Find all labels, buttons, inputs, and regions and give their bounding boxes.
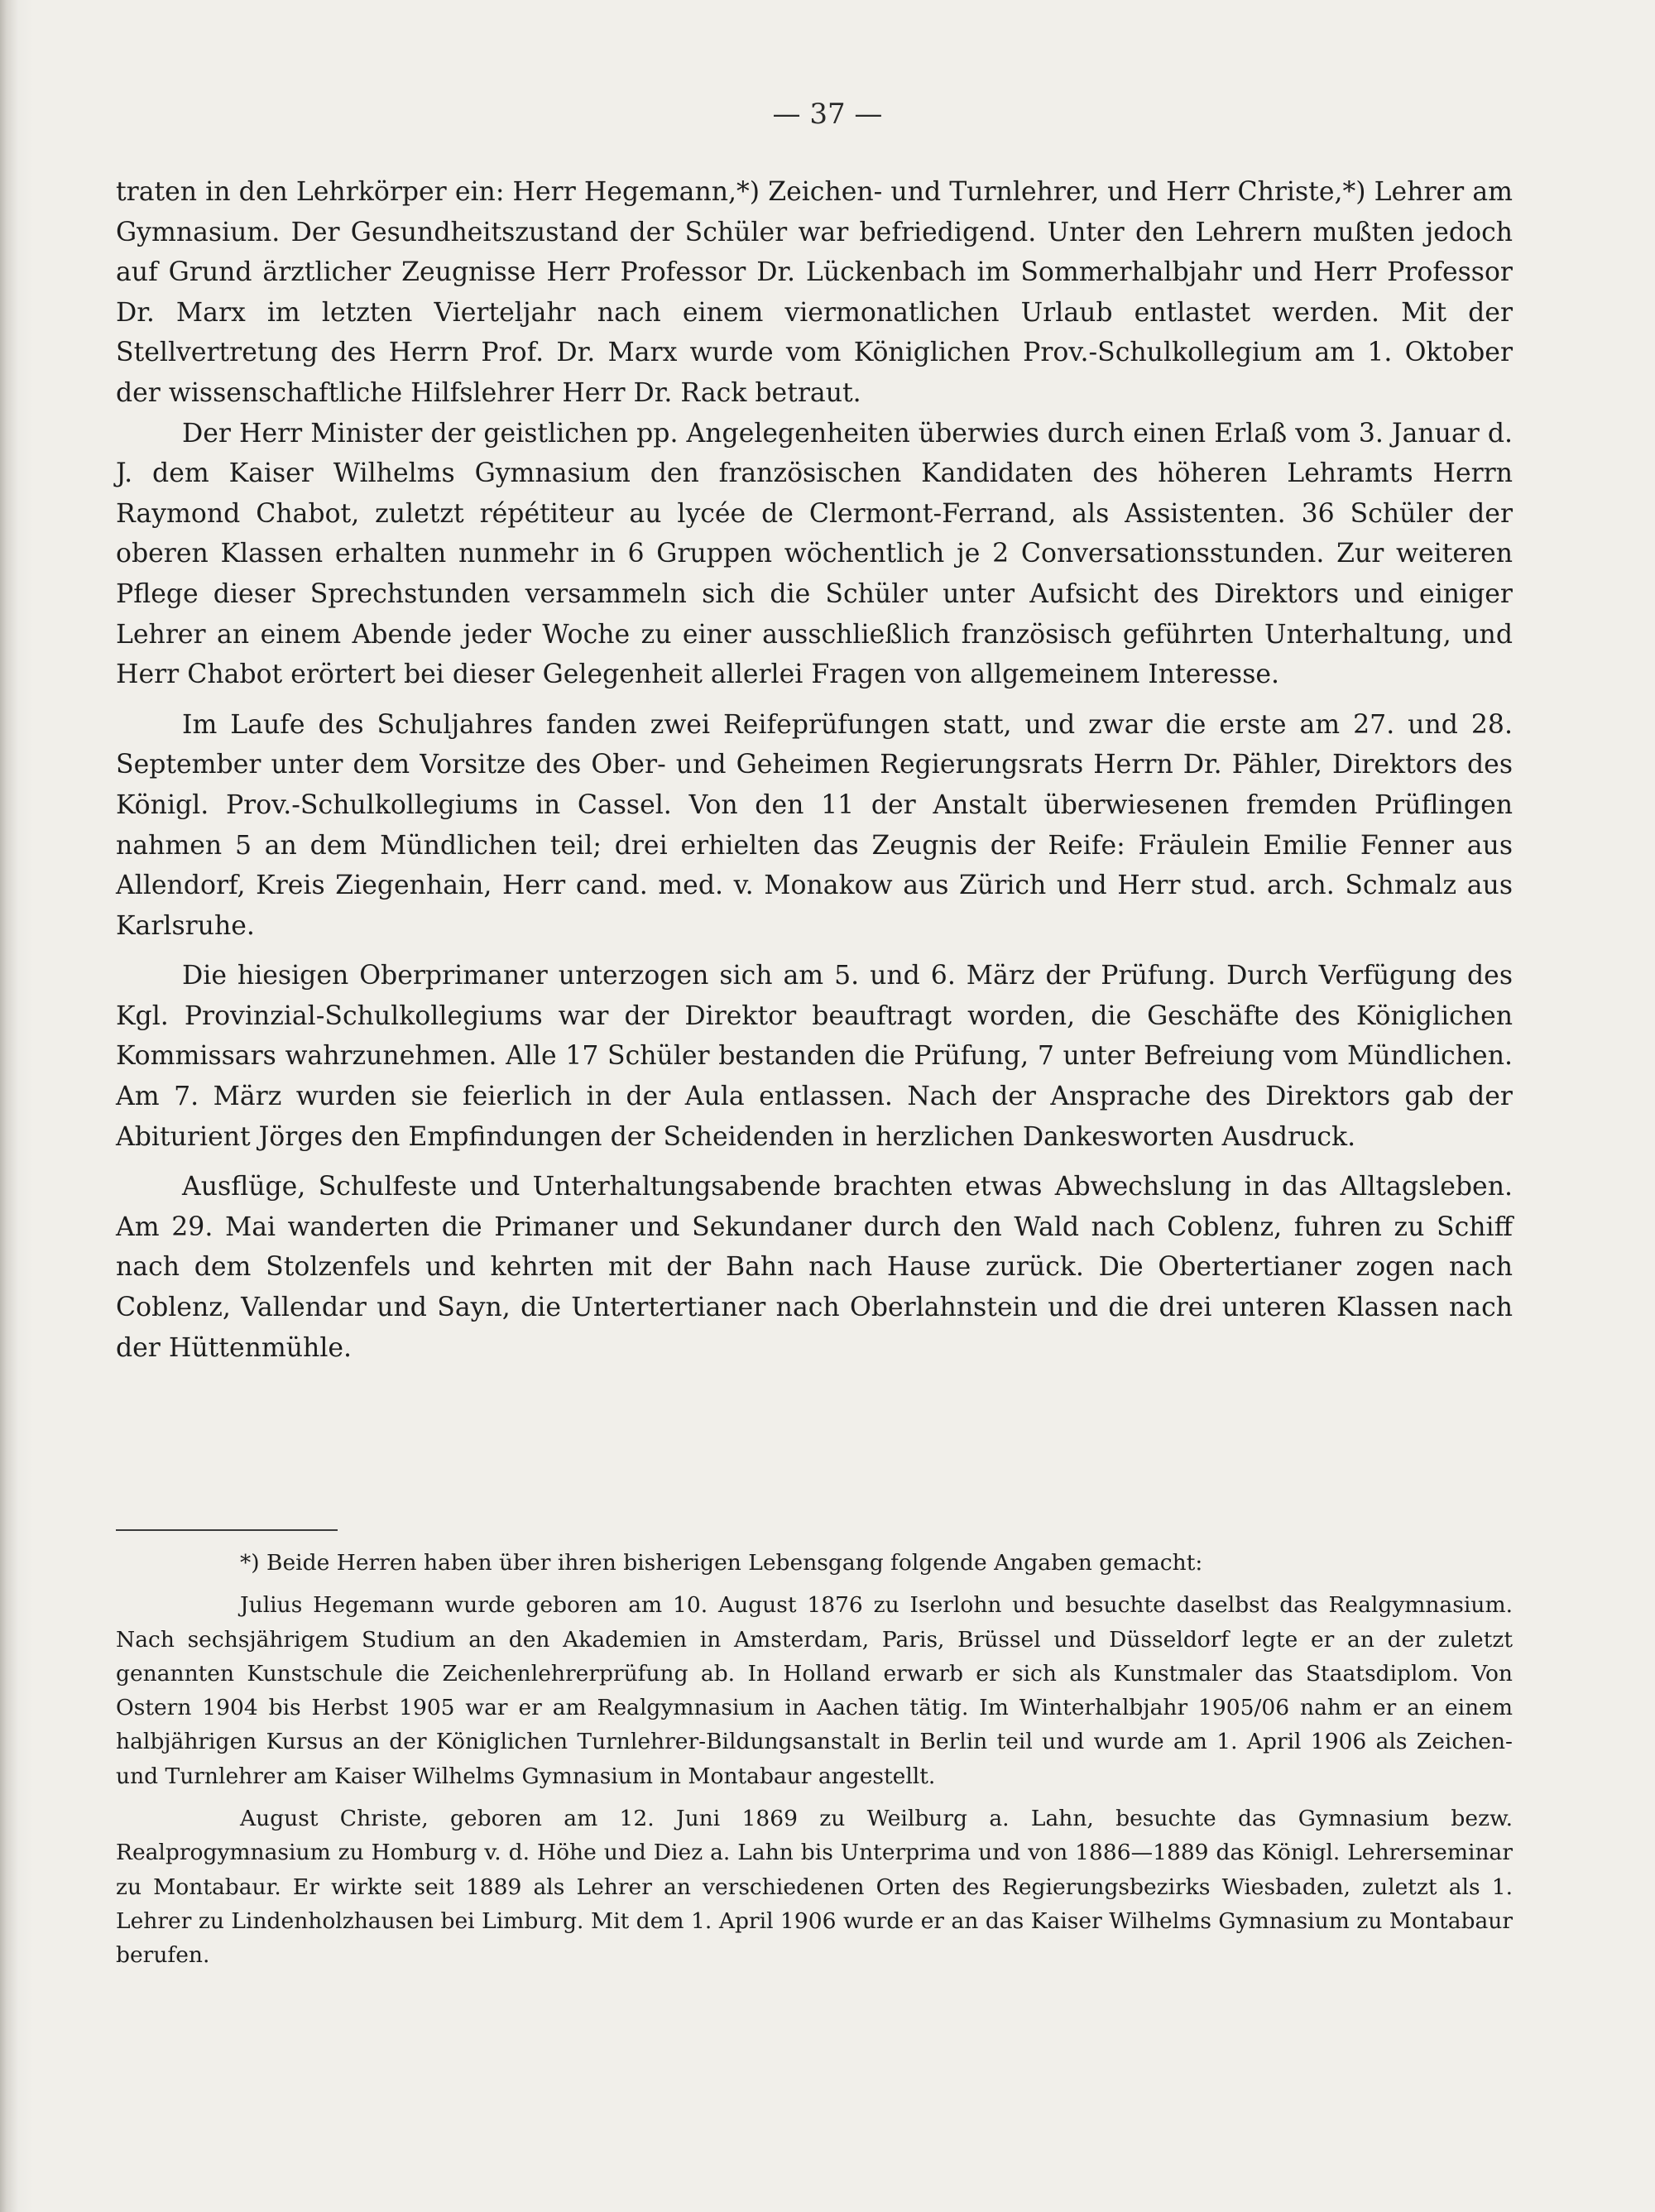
footnote-hegemann: Julius Hegemann wurde geboren am 10. August 1876 zu Iserlohn und besuchte daselbst das Realgymnasium. Nach sechsjährigem Studium an den Akademien in Amsterdam, Paris, Brüssel und Düsseldorf legte er an der zuletzt genannten Kunstschule die Zeichenlehrerprüfung ab. In Holland erwarb er sich als Kunstmaler das Staatsdiplom. Von Ostern 1904 bis Herbst 1905 war er am Realgymnasium in Aachen tätig. Im Winterhalbjahr 1905/06 nahm er an einem halbjährigen Kursus an der Königlichen Turnlehrer-Bildungsanstalt in Berlin teil und wurde am 1. April 1906 als Zeichen- und Turnlehrer am Kaiser Wilhelms Gymnasium in Montabaur angestellt. [116, 1592, 1513, 1789]
footnote-divider [116, 1529, 338, 1531]
paragraph-assistant: Der Herr Minister der geistlichen pp. Angelegenheiten überwies durch einen Erlaß vom 3. Januar d. J. dem Kaiser Wilhelms Gymnasium den französischen Kandidaten des höheren Lehramts Herrn Raymond Chabot, zuletzt répétiteur au lycée de Clermont-Ferrand, als Assistenten. 36 Schüler der oberen Klassen erhalten nunmehr in 6 Gruppen wöchentlich je 2 Conversationsstunden. Zur weiteren Pflege dieser Sprechstunden versammeln sich die Schüler unter Aufsicht des Direktors und einiger Lehrer an einem Abende jeder Woche zu einer ausschließlich französisch geführten Unterhaltung, und Herr Chabot erörtert bei dieser Gelegenheit allerlei Fragen von allgemeinem Interesse. [116, 418, 1513, 690]
footnote-christe: August Christe, geboren am 12. Juni 1869 zu Weilburg a. Lahn, besuchte das Gymnasium bezw. Realprogymnasium zu Homburg v. d. Höhe und Diez a. Lahn bis Unterprima und von 1886—1889 das Königl. Lehrerseminar zu Montabaur. Er wirkte seit 1889 als Lehrer an verschiedenen Orten des Regierungsbezirks Wiesbaden, zuletzt als 1. Lehrer zu Lindenholzhausen bei Limburg. Mit dem 1. April 1906 wurde er an das Kaiser Wilhelms Gymnasium zu Montabaur berufen. [116, 1806, 1513, 1969]
paragraph-exams: Im Laufe des Schuljahres fanden zwei Reifeprüfungen statt, und zwar die erste am 27. und 28. September unter dem Vorsitze des Ober- und Geheimen Regierungsrats Herrn Dr. Pähler, Direktors des Königl. Prov.-Schulkollegiums in Cassel. Von den 11 der Anstalt überwiesenen fremden Prüflingen nahmen 5 an dem Mündlichen teil; drei erhielten das Zeugnis der Reife: Fräulein Emilie Fenner aus Allendorf, Kreis Ziegenhain, Herr cand. med. v. Monakow aus Zürich und Herr stud. arch. Schmalz aus Karlsruhe. [116, 709, 1513, 941]
paragraph-staff: traten in den Lehrkörper ein: Herr Hegemann,*) Zeichen- und Turnlehrer, und Herr Christe,*) Lehrer am Gymnasium. Der Gesundheitszustand der Schüler war befriedigend. Unter den Lehrern mußten jedoch auf Grund ärztlicher Zeugnisse Herr Professor Dr. Lückenbach im Sommerhalbjahr und Herr Professor Dr. Marx im letzten Vierteljahr nach einem viermonatlichen Urlaub entlastet werden. Mit der Stellvertretung des Herrn Prof. Dr. Marx wurde vom Königlichen Prov.-Schulkollegium am 1. Oktober der wissenschaftliche Hilfslehrer Herr Dr. Rack betraut. [116, 177, 1513, 408]
main-text [116, 172, 1513, 1368]
paragraph-oberprimaner: Die hiesigen Oberprimaner unterzogen sich am 5. und 6. März der Prüfung. Durch Verfügung des Kgl. Provinzial-Schulkollegiums war der Direktor beauftragt worden, die Geschäfte des Königlichen Kommissars wahrzunehmen. Alle 17 Schüler bestanden die Prüfung, 7 unter Befreiung vom Mündlichen. Am 7. März wurden sie feierlich in der Aula entlassen. Nach der Ansprache des Direktors gab der Abiturient Jörges den Empfindungen der Scheidenden in herzlichen Dankesworten Ausdruck. [116, 961, 1513, 1152]
page-number: — 37 — [772, 98, 883, 131]
footnote-intro: *) Beide Herren haben über ihren bisherigen Lebensgang folgende Angaben gemacht: [240, 1550, 1203, 1576]
footnotes [116, 1546, 1513, 1973]
paragraph-excursions: Ausflüge, Schulfeste und Unterhaltungsabende brachten etwas Abwechslung in das Alltagsleben. Am 29. Mai wanderten die Primaner und Sekundaner durch den Wald nach Coblenz, fuhren zu Schiff nach dem Stolzenfels und kehrten mit der Bahn nach Hause zurück. Die Obertertianer zogen nach Coblenz, Vallendar und Sayn, die Untertertianer nach Oberlahnstein und die drei unteren Klassen nach der Hüttenmühle. [116, 1172, 1513, 1363]
